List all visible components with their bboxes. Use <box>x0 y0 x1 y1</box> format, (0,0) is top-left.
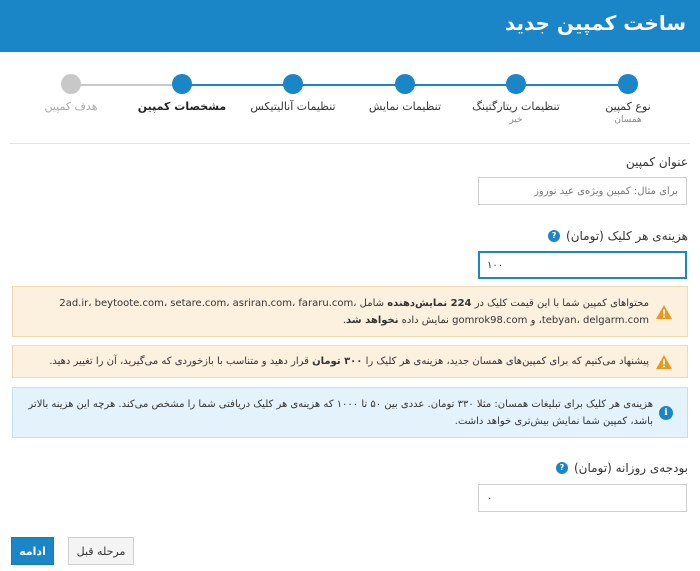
step-sub: خیر <box>509 115 523 125</box>
step-label: هدف کمپین <box>44 100 98 113</box>
page-title: ساخت کمپین جدید <box>504 11 686 35</box>
continue-button[interactable]: ادامه <box>11 537 54 565</box>
alert-text-bold: نخواهد شد <box>346 314 399 326</box>
step-label: مشخصات کمپین <box>137 100 227 113</box>
step-label: تنظیمات آنالیتیکس <box>250 100 336 113</box>
alert-text-part: پیشنهاد می‌کنیم که برای کمپین‌های همسان جدید، هزینه‌ی هر کلیک را <box>362 356 649 367</box>
alert-text-part: محتواهای کمپین شما با این قیمت کلیک در <box>471 297 649 309</box>
warning-icon <box>655 354 673 370</box>
help-icon[interactable]: ? <box>548 230 560 242</box>
alert-text-part: قرار دهید و متناسب با بازخوردی که می‌گیرید، آن را تغییر دهید. <box>49 356 313 367</box>
campaign-title-label <box>626 155 688 169</box>
alert-text-part: شامل 2ad.ir، beytoote.com، setare.com، asriran.com، fararu.com، tebyan، delgarm.com، و gomrok98.com نمایش داده <box>59 297 649 326</box>
campaign-title-label-text: عنوان کمپین <box>626 155 688 169</box>
warning-alert-publishers <box>12 286 688 337</box>
step-label: تنظیمات نمایش <box>368 100 442 113</box>
alert-text-bold: 224 نمایش‌دهنده <box>387 297 472 309</box>
step-campaign-type[interactable] <box>568 74 688 125</box>
step-dot <box>395 74 415 94</box>
step-campaign-goal <box>11 74 131 113</box>
divider <box>10 143 690 144</box>
cpc-input[interactable] <box>478 251 687 279</box>
cpc-label-text: هزینه‌ی هر کلیک (تومان) <box>566 229 688 243</box>
daily-budget-input[interactable] <box>478 484 687 512</box>
info-icon: i <box>659 406 673 420</box>
step-sub: همسان <box>614 115 642 125</box>
page-header <box>0 0 700 52</box>
step-dot <box>61 74 81 94</box>
daily-budget-label-text: بودجه‌ی روزانه (تومان) <box>573 461 688 475</box>
campaign-stepper <box>0 62 700 142</box>
previous-step-button[interactable]: مرحله قبل <box>68 537 134 565</box>
cpc-label <box>548 229 688 243</box>
alert-text-bold: ۳۰۰ تومان <box>312 356 363 367</box>
warning-icon <box>655 304 673 320</box>
warning-alert-suggestion <box>12 345 688 378</box>
step-campaign-details[interactable] <box>122 74 242 113</box>
alert-text-part: . <box>342 314 347 326</box>
info-alert-cpc <box>12 387 688 438</box>
step-analytics[interactable] <box>233 74 353 113</box>
step-dot <box>506 74 526 94</box>
step-dot <box>172 74 192 94</box>
warning-text-suggestion <box>27 353 655 370</box>
step-label: نوع کمپین <box>605 100 651 113</box>
step-label: تنظیمات ریتارگتینگ <box>472 100 560 113</box>
daily-budget-label <box>556 461 688 475</box>
help-icon[interactable]: ? <box>556 462 568 474</box>
step-dot <box>283 74 303 94</box>
step-retargeting[interactable] <box>456 74 576 125</box>
step-display-settings[interactable] <box>345 74 465 113</box>
warning-text-publishers <box>27 295 655 329</box>
info-text: هزینه‌ی هر کلیک برای تبلیغات همسان: مثلا ۳۳۰ تومان. عددی بین ۵۰ تا ۱۰۰۰ که هزینه‌ی هر کلیک دریافتی شما را مشخص می‌کند. هرچه این هزینه بالاتر باشد، کمپین شما نمایش بیش‌تری خواهد داشت. <box>28 398 653 427</box>
campaign-title-input[interactable] <box>478 177 687 205</box>
step-dot <box>618 74 638 94</box>
